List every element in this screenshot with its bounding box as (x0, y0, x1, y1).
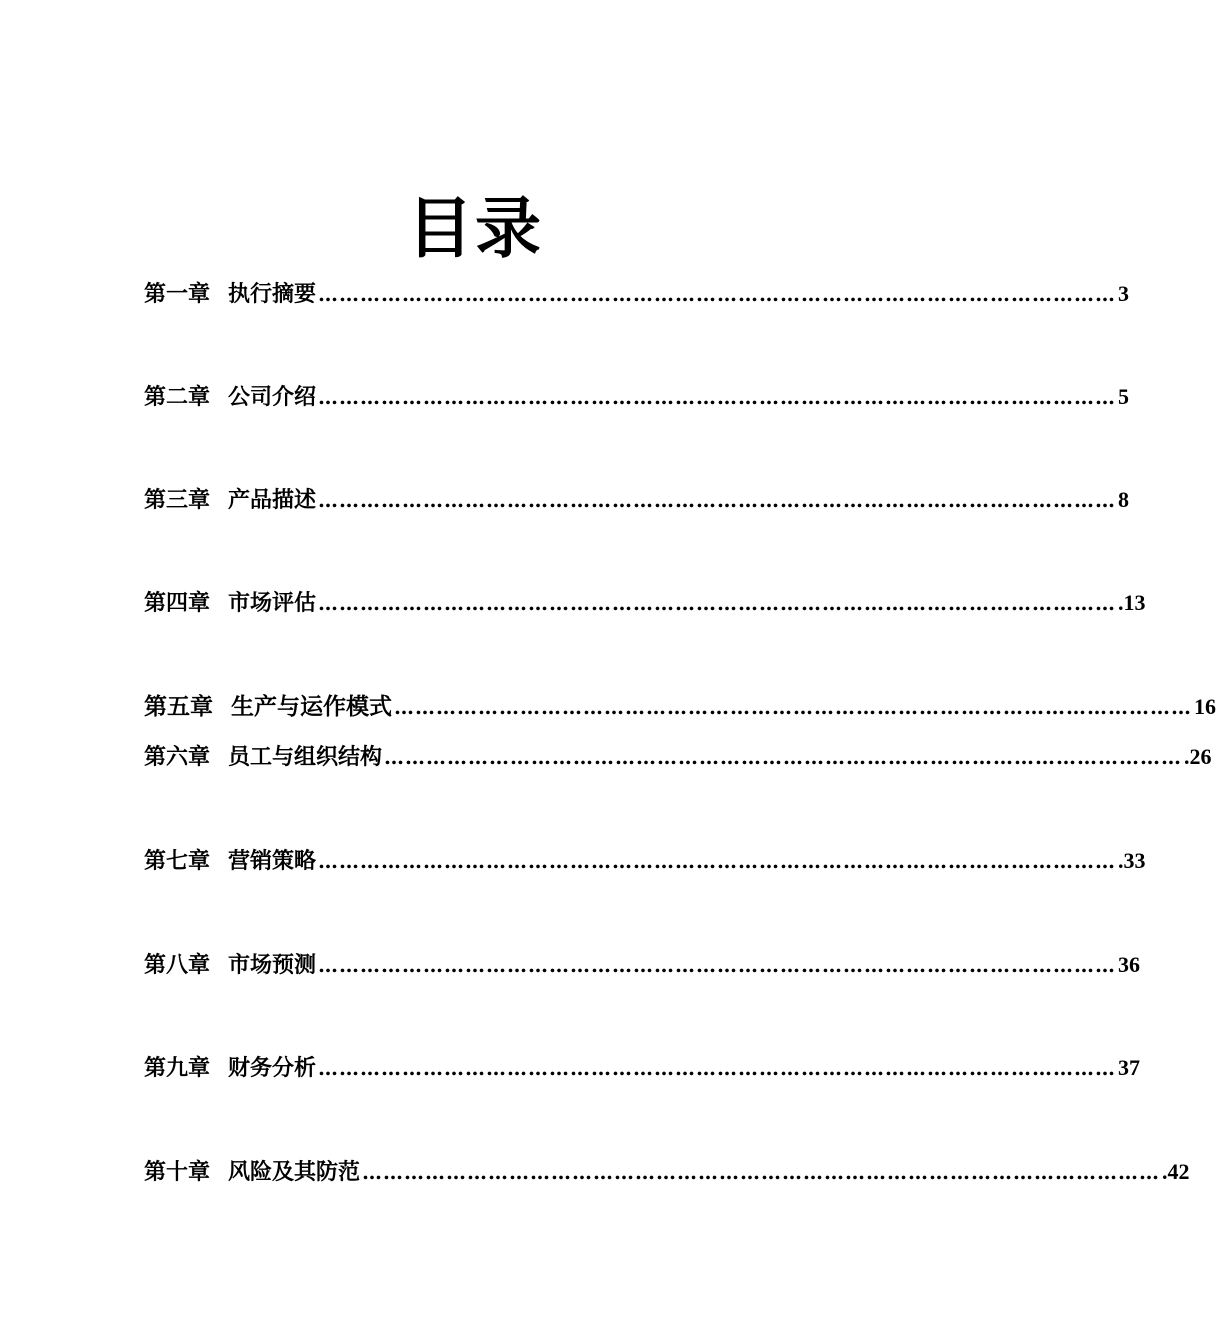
toc-chapter-number: 第五章 (144, 693, 213, 720)
toc-dot-leader: …………………………………………………………………………………………………… (318, 385, 1117, 409)
toc-entry-chapter-1[interactable] (144, 278, 1130, 310)
toc-page-number: 8 (1118, 487, 1130, 512)
toc-dot-leader: …………………………………………………………………………………………………… (318, 849, 1117, 873)
toc-chapter-number: 第一章 (144, 281, 211, 307)
toc-chapter-title: 营销策略 (228, 848, 317, 874)
toc-chapter-title: 风险及其防范 (228, 1159, 361, 1185)
toc-dot-leader: …………………………………………………………………………………………………… (394, 695, 1192, 719)
toc-page-number: .26 (1184, 744, 1212, 769)
toc-entry-chapter-7[interactable] (144, 845, 1146, 877)
toc-entry-chapter-3[interactable] (144, 484, 1130, 516)
toc-entry-chapter-5[interactable] (144, 691, 1216, 723)
toc-dot-leader: …………………………………………………………………………………………………… (318, 1056, 1117, 1080)
toc-chapter-number: 第四章 (144, 590, 211, 616)
toc-entry-chapter-6[interactable] (144, 741, 1212, 773)
toc-page-number: 16 (1194, 694, 1216, 719)
toc-chapter-title: 市场预测 (228, 952, 317, 978)
toc-entry-chapter-8[interactable] (144, 949, 1141, 981)
toc-dot-leader: …………………………………………………………………………………………………… (318, 282, 1117, 306)
toc-chapter-number: 第二章 (144, 384, 211, 410)
toc-entry-chapter-2[interactable] (144, 381, 1130, 413)
toc-page-number: 5 (1118, 384, 1130, 409)
toc-chapter-title: 公司介绍 (228, 384, 317, 410)
toc-page-number: 3 (1118, 281, 1130, 306)
toc-chapter-title: 市场评估 (228, 590, 317, 616)
toc-dot-leader: …………………………………………………………………………………………………… (318, 953, 1117, 977)
toc-entry-chapter-4[interactable] (144, 587, 1146, 619)
toc-chapter-number: 第三章 (144, 487, 211, 513)
toc-page-number: .33 (1118, 848, 1146, 873)
toc-page-number: 36 (1118, 952, 1141, 977)
page-title: 目录 (407, 189, 543, 267)
toc-entry-chapter-9[interactable] (144, 1052, 1141, 1084)
toc-chapter-number: 第十章 (144, 1159, 211, 1185)
toc-page-number: 37 (1118, 1055, 1141, 1080)
toc-chapter-title: 财务分析 (228, 1055, 317, 1081)
toc-dot-leader: …………………………………………………………………………………………………… (384, 745, 1183, 769)
toc-chapter-title: 执行摘要 (228, 281, 317, 307)
toc-chapter-number: 第八章 (144, 952, 211, 978)
toc-chapter-title: 产品描述 (228, 487, 317, 513)
toc-page-number: .42 (1162, 1159, 1190, 1184)
toc-chapter-number: 第九章 (144, 1055, 211, 1081)
toc-dot-leader: …………………………………………………………………………………………………… (318, 488, 1117, 512)
toc-page-number: .13 (1118, 590, 1146, 615)
toc-entry-chapter-10[interactable] (144, 1156, 1190, 1188)
toc-chapter-title: 生产与运作模式 (231, 693, 392, 720)
toc-dot-leader: …………………………………………………………………………………………………… (318, 591, 1117, 615)
toc-chapter-title: 员工与组织结构 (228, 744, 383, 770)
toc-dot-leader: …………………………………………………………………………………………………… (362, 1160, 1161, 1184)
toc-chapter-number: 第六章 (144, 744, 211, 770)
toc-chapter-number: 第七章 (144, 848, 211, 874)
